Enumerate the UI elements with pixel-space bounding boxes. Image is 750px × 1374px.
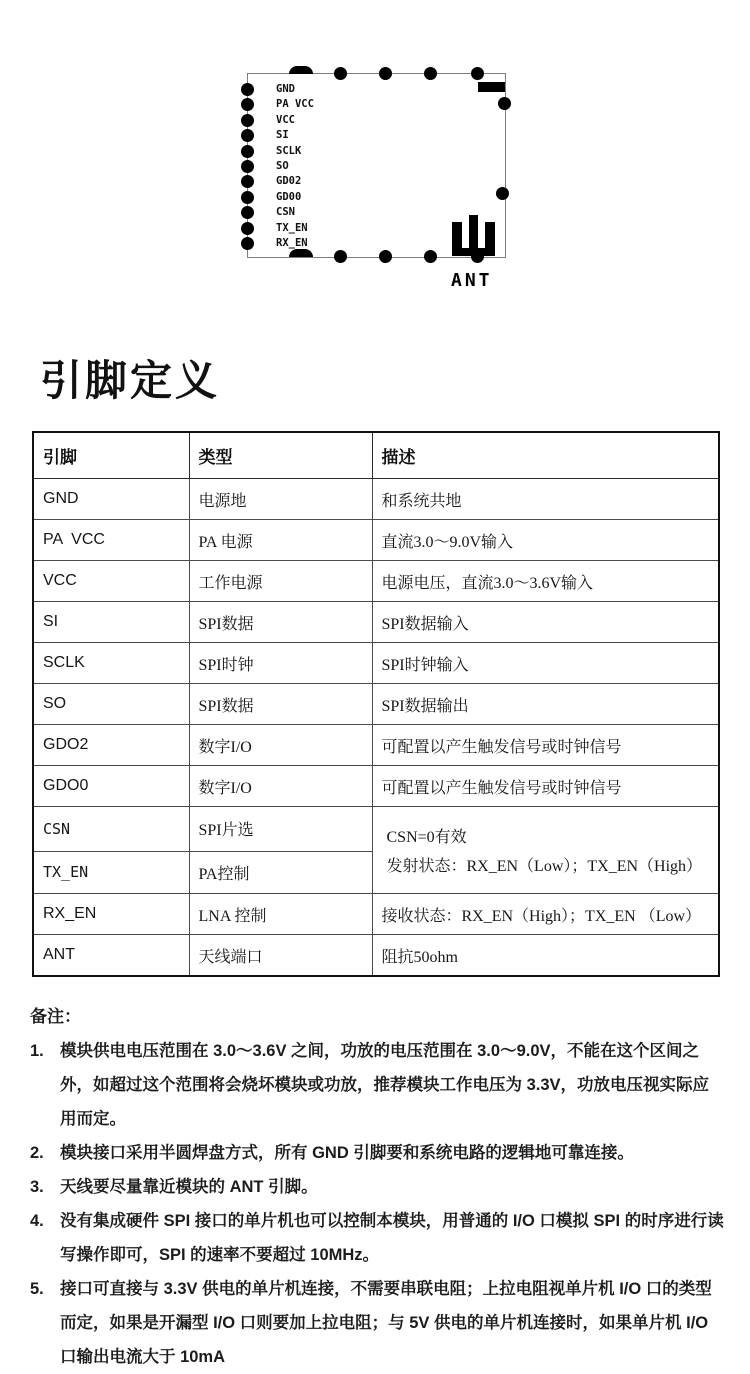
pin-cell: VCC bbox=[33, 561, 189, 602]
note-number: 1. bbox=[30, 1042, 44, 1060]
type-cell: 电源地 bbox=[189, 479, 372, 520]
description-cell: 接收状态：RX_EN（High）；TX_EN （Low） bbox=[372, 894, 719, 935]
pad-icon bbox=[424, 250, 437, 263]
pin-label: SI bbox=[276, 129, 289, 142]
table-row bbox=[33, 766, 719, 807]
pad-icon bbox=[241, 237, 254, 250]
pad-icon bbox=[498, 97, 511, 110]
note-text: 没有集成硬件 SPI 接口的单片机也可以控制本模块，用普通的 I/O 口模拟 SPI 的时序进行读写操作即可，SPI 的速率不要超过 10MHz。 bbox=[60, 1212, 724, 1264]
note-text: 天线要尽量靠近模块的 ANT 引脚。 bbox=[60, 1178, 318, 1196]
pin-definition-table bbox=[32, 431, 720, 977]
pin-cell: GDO0 bbox=[33, 766, 189, 807]
description-cell: SPI时钟输入 bbox=[372, 643, 719, 684]
pad-icon bbox=[334, 250, 347, 263]
pin-cell: GDO2 bbox=[33, 725, 189, 766]
col-header-type: 类型 bbox=[189, 432, 372, 479]
pad-icon bbox=[424, 67, 437, 80]
notes-list bbox=[30, 1034, 724, 1374]
table-row bbox=[33, 643, 719, 684]
module-pin bbox=[241, 237, 314, 250]
pin-label: SO bbox=[276, 159, 289, 172]
pin-cell: TX_EN bbox=[33, 851, 189, 894]
pad-icon bbox=[241, 98, 254, 111]
note-item bbox=[30, 1272, 724, 1374]
module-pin bbox=[241, 145, 314, 158]
pad-icon bbox=[496, 187, 509, 200]
pad-icon bbox=[241, 83, 254, 96]
pad-icon bbox=[241, 145, 254, 158]
type-cell: SPI片选 bbox=[189, 807, 372, 852]
pad-icon bbox=[241, 160, 254, 173]
description-cell: 发射状态：RX_EN（Low）；TX_EN（High） bbox=[372, 851, 719, 894]
module-pin bbox=[241, 191, 314, 204]
table-row bbox=[33, 894, 719, 935]
table-row bbox=[33, 935, 719, 977]
description-cell: SPI数据输出 bbox=[372, 684, 719, 725]
pin-cell: SI bbox=[33, 602, 189, 643]
description-cell: 和系统共地 bbox=[372, 479, 719, 520]
pin-label: CSN bbox=[276, 206, 295, 219]
table-header-row bbox=[33, 432, 719, 479]
module-pin bbox=[241, 98, 314, 111]
pad-icon bbox=[241, 129, 254, 142]
table-row bbox=[33, 561, 719, 602]
description-cell: 直流3.0～9.0V输入 bbox=[372, 520, 719, 561]
left-pin-column bbox=[241, 83, 314, 250]
type-cell: 工作电源 bbox=[189, 561, 372, 602]
pad-icon bbox=[334, 67, 347, 80]
table-row bbox=[33, 520, 719, 561]
pad-icon bbox=[241, 206, 254, 219]
note-text: 模块供电电压范围在 3.0～3.6V 之间，功放的电压范围在 3.0～9.0V，不能在这个区间之外，如超过这个范围将会烧坏模块或功放，推荐模块工作电压为 3.3V，功放电压视实际应用而定。 bbox=[60, 1042, 710, 1128]
pin-cell: GND bbox=[33, 479, 189, 520]
table-row bbox=[33, 479, 719, 520]
pad-icon bbox=[241, 114, 254, 127]
table-row bbox=[33, 602, 719, 643]
description-cell: 可配置以产生触发信号或时钟信号 bbox=[372, 725, 719, 766]
pad-icon bbox=[471, 67, 484, 80]
note-item bbox=[30, 1034, 724, 1136]
note-number: 4. bbox=[30, 1212, 44, 1230]
table-row bbox=[33, 851, 719, 894]
type-cell: PA控制 bbox=[189, 851, 372, 894]
note-item bbox=[30, 1136, 724, 1170]
pin-label: TX_EN bbox=[276, 221, 308, 234]
type-cell: LNA 控制 bbox=[189, 894, 372, 935]
note-item bbox=[30, 1170, 724, 1204]
module-pin bbox=[241, 206, 314, 219]
pad-icon bbox=[379, 250, 392, 263]
corner-pad-bar bbox=[478, 82, 505, 92]
pin-label: PA VCC bbox=[276, 98, 314, 111]
description-cell: SPI数据输入 bbox=[372, 602, 719, 643]
module-pin bbox=[241, 175, 314, 188]
note-number: 2. bbox=[30, 1144, 44, 1162]
type-cell: SPI时钟 bbox=[189, 643, 372, 684]
type-cell: 数字I/O bbox=[189, 766, 372, 807]
module-pin bbox=[241, 83, 314, 96]
col-header-description: 描述 bbox=[372, 432, 719, 479]
pin-cell: ANT bbox=[33, 935, 189, 977]
note-text: 模块接口采用半圆焊盘方式，所有 GND 引脚要和系统电路的逻辑地可靠连接。 bbox=[60, 1144, 634, 1162]
note-number: 3. bbox=[30, 1178, 44, 1196]
antenna-icon bbox=[452, 215, 495, 256]
type-cell: 数字I/O bbox=[189, 725, 372, 766]
description-cell: 电源电压，直流3.0～3.6V输入 bbox=[372, 561, 719, 602]
type-cell: 天线端口 bbox=[189, 935, 372, 977]
description-cell: 可配置以产生触发信号或时钟信号 bbox=[372, 766, 719, 807]
module-pin bbox=[241, 114, 314, 127]
module-pinout-diagram bbox=[0, 0, 750, 340]
pin-label: GND bbox=[276, 83, 295, 95]
note-text: 接口可直接与 3.3V 供电的单片机连接，不需要串联电阻；上拉电阻视单片机 I/O 口的类型而定，如果是开漏型 I/O 口则要加上拉电阻；与 5V 供电的单片机连接时，如果单片机 I/O 口输出电流大于 10mA bbox=[60, 1280, 712, 1366]
module-pin bbox=[241, 129, 314, 142]
pad-icon bbox=[289, 249, 313, 257]
pin-label: RX_EN bbox=[276, 236, 308, 249]
pin-label: GD02 bbox=[276, 175, 302, 188]
page-title: 引脚定义 bbox=[40, 357, 221, 404]
pin-label: VCC bbox=[276, 113, 295, 126]
notes-title: 备注： bbox=[30, 1007, 81, 1026]
pad-icon bbox=[289, 66, 313, 74]
table-row bbox=[33, 684, 719, 725]
pin-cell: SO bbox=[33, 684, 189, 725]
description-cell: CSN=0有效 bbox=[372, 807, 719, 852]
module-pin bbox=[241, 160, 314, 173]
module-pin bbox=[241, 222, 314, 235]
ant-pad-label: ANT bbox=[451, 270, 493, 291]
type-cell: SPI数据 bbox=[189, 602, 372, 643]
pin-cell: RX_EN bbox=[33, 894, 189, 935]
pin-cell: CSN bbox=[33, 807, 189, 852]
table-row bbox=[33, 807, 719, 852]
pad-icon bbox=[241, 222, 254, 235]
type-cell: SPI数据 bbox=[189, 684, 372, 725]
pad-icon bbox=[241, 175, 254, 188]
pin-label: SCLK bbox=[276, 144, 302, 157]
pad-icon bbox=[241, 191, 254, 204]
pin-cell: SCLK bbox=[33, 643, 189, 684]
pin-cell: PA VCC bbox=[33, 520, 189, 561]
pin-label: GD00 bbox=[276, 190, 302, 203]
col-header-pin: 引脚 bbox=[33, 432, 189, 479]
table-row bbox=[33, 725, 719, 766]
pad-icon bbox=[379, 67, 392, 80]
type-cell: PA 电源 bbox=[189, 520, 372, 561]
notes-section bbox=[30, 1000, 724, 1374]
description-cell: 阻抗50ohm bbox=[372, 935, 719, 977]
note-number: 5. bbox=[30, 1280, 44, 1298]
note-item bbox=[30, 1204, 724, 1272]
